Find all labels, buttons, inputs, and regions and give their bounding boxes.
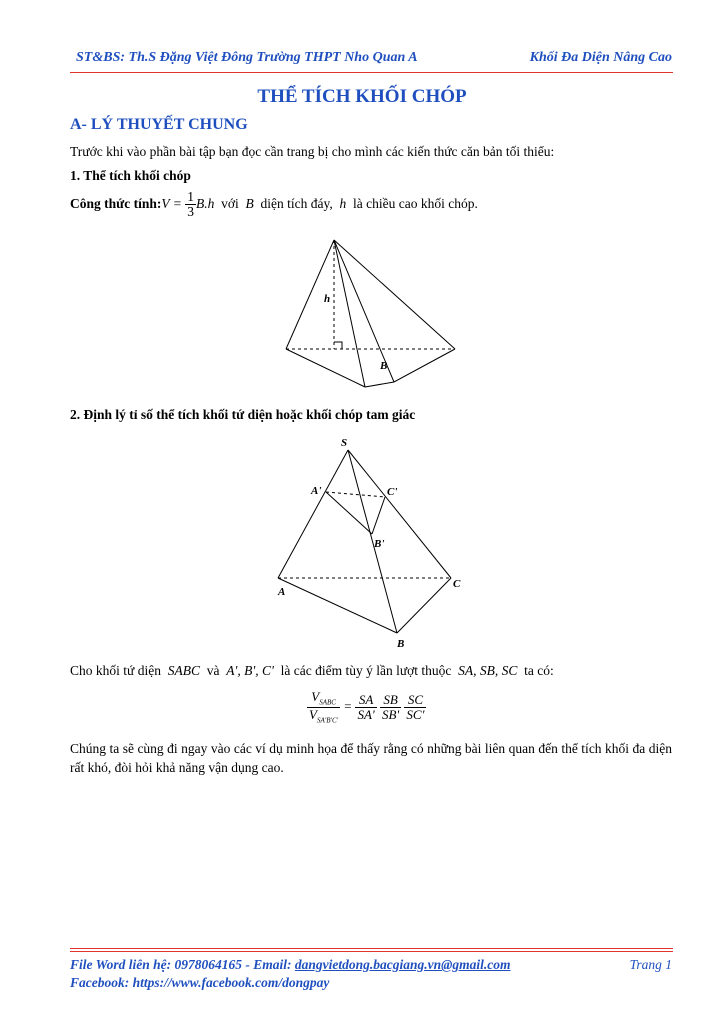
footer-line-1: File Word liên hệ: 0978064165 - Email: dangvietdong.bacgiang.vn@gmail.com	[70, 957, 511, 972]
pyramid-figure	[270, 232, 470, 397]
header-rule	[70, 72, 673, 73]
tetrahedron-figure	[265, 432, 485, 652]
edge	[334, 240, 365, 387]
theorem-text: Cho khối tứ diện SABC và A', B', C' là các điểm tùy ý lần lượt thuộc SA, SB, SC ta có:	[70, 663, 554, 678]
label-B1: B'	[374, 538, 385, 550]
fraction-one-third: $\frac{1}{3}$	[187, 189, 194, 220]
label-B: B	[397, 638, 405, 650]
label-h: h	[324, 293, 331, 305]
subheading-2: 2. Định lý tỉ số thể tích khối tứ diện hoặc khối chóp tam giác	[70, 407, 416, 422]
footer-line-2[interactable]: Facebook: https://www.facebook.com/dongpay	[70, 975, 330, 990]
edge-SB	[348, 450, 397, 633]
page-title: THỂ TÍCH KHỐI CHÓP	[257, 86, 467, 107]
edge-SA	[278, 450, 348, 578]
footer-rule-1	[70, 948, 673, 949]
header-left: ST&BS: Th.S Đặng Việt Đông Trường THPT Nho Quan A	[76, 50, 418, 65]
edge	[334, 240, 455, 349]
section-heading: A- LÝ THUYẾT CHUNG	[70, 116, 248, 133]
edge-BC	[397, 578, 451, 633]
edge-SC	[348, 450, 451, 578]
page-header	[70, 50, 672, 70]
footer-rule-2	[70, 951, 673, 952]
edge	[365, 382, 394, 387]
volume-formula: Công thức tính:V = $\frac{1}{3}$ B.h với B diện tích đáy, h là chiều cao khối chóp.	[70, 189, 478, 220]
email-link[interactable]: dangvietdong.bacgiang.vn@gmail.com	[294, 957, 511, 972]
edge	[286, 349, 365, 387]
edge	[394, 349, 455, 382]
edge-AB	[278, 578, 397, 633]
edge-A1C1-hidden	[326, 492, 385, 497]
label-C: C	[453, 578, 461, 590]
ratio-formula: $\frac{V_{SABC}}{V_{SA'B'C'}}$ = $\frac{SA}{SA'}$ $\frac{SB}{SB'}$ $\frac{SC}{SC'}$	[309, 689, 425, 725]
label-A: A	[278, 586, 286, 598]
intro-text: Trước khi vào phần bài tập bạn đọc cần trang bị cho mình các kiến thức căn bản tối thiểu:	[70, 144, 555, 159]
label-C1: C'	[387, 486, 398, 498]
header-right: Khối Đa Diện Nâng Cao	[529, 50, 672, 65]
label-S: S	[341, 437, 348, 449]
label-B: B	[380, 360, 388, 372]
page-number: Trang 1	[629, 957, 672, 972]
closing-paragraph: Chúng ta sẽ cùng đi ngay vào các ví dụ minh họa để thấy rằng có những bài liên quan đến thể tích khối đa diện rất khó, đòi hỏi khả năng vận dụng cao.	[70, 741, 672, 775]
subheading-1: 1. Thể tích khối chóp	[70, 168, 191, 183]
right-angle-mark	[334, 342, 342, 349]
label-A1: A'	[311, 485, 322, 497]
edge-B1C1	[372, 497, 385, 534]
